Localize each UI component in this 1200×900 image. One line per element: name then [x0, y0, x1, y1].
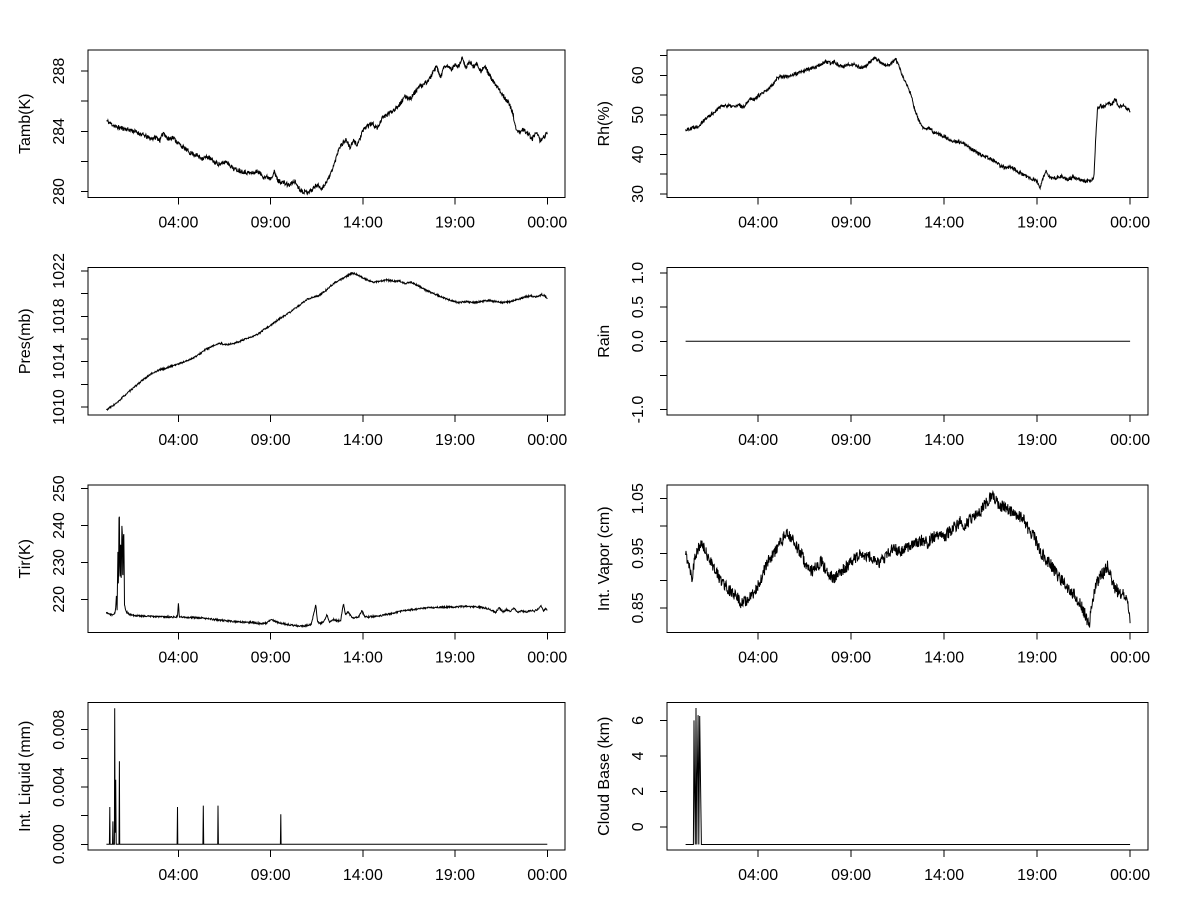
x-tick-label: 09:00	[831, 867, 872, 884]
y-tick-label: 1018	[51, 298, 68, 335]
x-tick-label: 04:00	[158, 867, 199, 884]
x-tick-label: 19:00	[435, 432, 476, 449]
y-tick-label: 2	[630, 786, 647, 796]
y-tick-label: 250	[51, 475, 68, 503]
y-tick-label: 0.004	[51, 766, 68, 808]
x-tick-label: 19:00	[435, 867, 476, 884]
y-tick-label: 60	[630, 66, 647, 85]
y-tick-label: 4	[630, 751, 647, 761]
y-tick-label: 1022	[51, 253, 68, 289]
x-tick-label: 00:00	[527, 649, 568, 667]
y-axis-title-vapor: Int. Vapor (cm)	[596, 506, 613, 612]
y-tick-label: 0.0	[630, 330, 647, 353]
x-tick-label: 00:00	[527, 214, 568, 232]
x-tick-label: 14:00	[342, 867, 383, 884]
y-tick-label: 0.000	[51, 824, 68, 865]
x-tick-label: 04:00	[158, 649, 199, 667]
x-tick-label: 04:00	[738, 649, 779, 667]
y-axis-title-pres: Pres(mb)	[17, 308, 34, 375]
x-tick-label: 04:00	[738, 867, 779, 884]
y-tick-label: 240	[51, 512, 68, 539]
x-tick-label: 09:00	[250, 214, 291, 232]
y-tick-label: 1014	[51, 343, 68, 380]
y-axis-title-liquid: Int. Liquid (mm)	[17, 720, 34, 832]
y-tick-label: 0	[630, 822, 647, 832]
y-tick-label: 0.95	[630, 537, 647, 569]
y-tick-label: 6	[630, 715, 647, 725]
x-tick-label: 14:00	[924, 214, 965, 232]
y-axis-title-tir: Tir(K)	[17, 539, 34, 579]
y-tick-label: 1.05	[630, 483, 647, 515]
x-tick-label: 00:00	[1110, 649, 1151, 667]
y-tick-label: 40	[630, 145, 647, 164]
x-tick-label: 00:00	[1110, 214, 1151, 232]
x-tick-label: 09:00	[831, 214, 872, 232]
x-tick-label: 00:00	[1110, 867, 1151, 884]
y-axis-title-rain: Rain	[596, 324, 613, 358]
x-tick-label: 04:00	[738, 432, 779, 449]
x-tick-label: 04:00	[158, 214, 199, 232]
x-tick-label: 14:00	[342, 214, 383, 232]
x-tick-label: 19:00	[1017, 867, 1058, 884]
y-tick-label: 280	[51, 178, 68, 205]
x-tick-label: 09:00	[250, 867, 291, 884]
x-tick-label: 19:00	[1017, 214, 1058, 232]
y-axis-title-tamb: Tamb(K)	[17, 93, 34, 154]
y-tick-label: -1.0	[630, 395, 647, 424]
y-tick-label: 0.85	[630, 592, 647, 624]
y-tick-label: 0.008	[51, 709, 68, 750]
x-tick-label: 04:00	[738, 214, 779, 232]
x-tick-label: 09:00	[831, 649, 872, 667]
x-tick-label: 19:00	[435, 649, 476, 667]
y-tick-label: 1.0	[630, 261, 647, 285]
y-tick-label: 220	[51, 585, 68, 613]
x-tick-label: 00:00	[527, 867, 568, 884]
x-tick-label: 09:00	[250, 649, 291, 667]
x-tick-label: 04:00	[158, 432, 199, 449]
y-tick-label: 230	[51, 549, 68, 576]
x-tick-label: 14:00	[342, 649, 383, 667]
x-tick-label: 09:00	[831, 432, 872, 449]
x-tick-label: 19:00	[1017, 432, 1058, 449]
y-tick-label: 288	[51, 57, 68, 85]
y-tick-label: 1010	[51, 389, 68, 425]
y-tick-label: 50	[630, 105, 647, 124]
y-axis-title-cloud: Cloud Base (km)	[596, 716, 613, 836]
y-axis-title-rh: Rh(%)	[596, 101, 613, 147]
x-tick-label: 00:00	[1110, 432, 1151, 449]
x-tick-label: 14:00	[342, 432, 383, 449]
x-tick-label: 14:00	[924, 649, 965, 667]
x-tick-label: 19:00	[435, 214, 476, 232]
x-tick-label: 19:00	[1017, 649, 1058, 667]
x-tick-label: 00:00	[527, 432, 568, 449]
x-tick-label: 14:00	[924, 867, 965, 884]
y-tick-label: 0.5	[630, 295, 647, 319]
y-tick-label: 284	[51, 117, 68, 145]
x-tick-label: 09:00	[250, 432, 291, 449]
y-tick-label: 30	[630, 185, 647, 203]
x-tick-label: 14:00	[924, 432, 965, 449]
